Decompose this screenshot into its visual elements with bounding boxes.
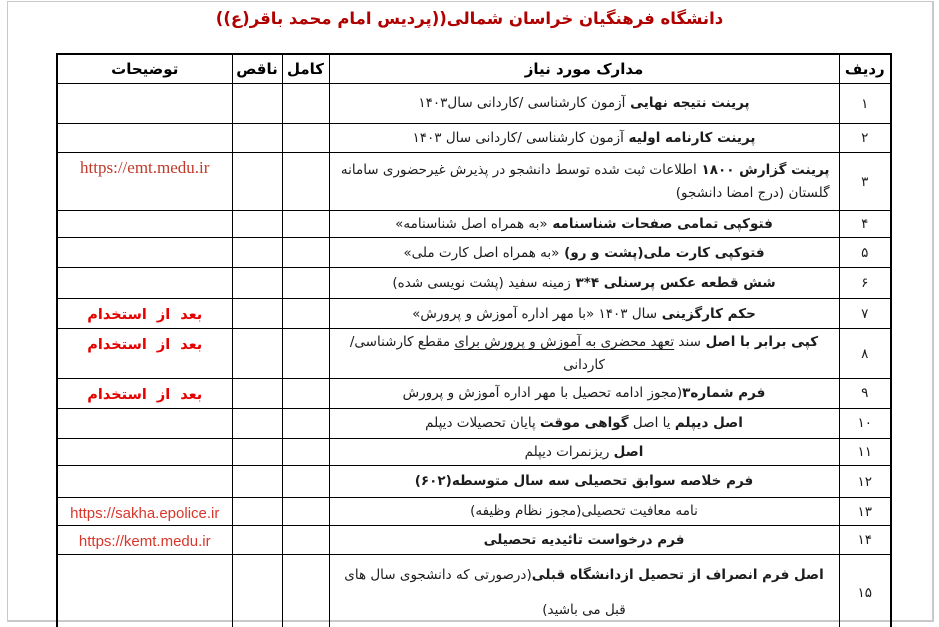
document-text-segment: اصل — [613, 443, 644, 460]
note-text: بعد از استخدام — [87, 386, 203, 403]
complete-checkbox-cell[interactable] — [282, 299, 329, 329]
complete-checkbox-cell[interactable] — [282, 466, 329, 498]
document-text-segment: سال ۱۴۰۳ «با مهر اداره آموزش و پرورش» — [412, 305, 658, 322]
row-number-cell: ۲ — [839, 124, 891, 153]
table-row — [57, 438, 891, 465]
incomplete-checkbox-cell[interactable] — [232, 124, 282, 153]
document-text-segment: سند — [674, 334, 701, 351]
note-cell — [57, 329, 232, 379]
complete-checkbox-cell[interactable] — [282, 498, 329, 526]
note-cell — [57, 498, 232, 526]
complete-checkbox-cell[interactable] — [282, 211, 329, 238]
table-row — [57, 268, 891, 299]
complete-checkbox-cell[interactable] — [282, 124, 329, 153]
table-row — [57, 498, 891, 526]
note-cell — [57, 555, 232, 627]
table-row — [57, 408, 891, 438]
row-number-cell: ۱ — [839, 84, 891, 124]
document-text-segment: «به همراه اصل کارت ملی» — [403, 244, 560, 261]
incomplete-checkbox-cell[interactable] — [232, 378, 282, 408]
document-cell — [329, 124, 839, 153]
row-number-cell: ۳ — [839, 153, 891, 211]
row-number-cell: ۱۴ — [839, 526, 891, 555]
header-row — [57, 54, 891, 84]
row-number-cell: ۱۰ — [839, 408, 891, 438]
complete-checkbox-cell[interactable] — [282, 555, 329, 627]
complete-checkbox-cell[interactable] — [282, 84, 329, 124]
document-cell — [329, 268, 839, 299]
document-text-segment: پایان تحصیلات دیپلم — [425, 415, 540, 432]
note-text: بعد از استخدام — [87, 307, 203, 324]
complete-checkbox-cell[interactable] — [282, 438, 329, 465]
header-documents: مدارک مورد نیاز — [329, 54, 839, 84]
row-number-cell: ۱۱ — [839, 438, 891, 465]
header-complete: کامل — [282, 54, 329, 84]
note-cell — [57, 526, 232, 555]
document-text-segment: اصل دیپلم — [674, 415, 743, 432]
table-row — [57, 466, 891, 498]
document-cell — [329, 84, 839, 124]
document-text-segment: پرینت کارنامه اولیه — [623, 129, 756, 146]
note-cell — [57, 238, 232, 268]
document-text-segment: «به همراه اصل شناسنامه» — [395, 216, 548, 232]
table-row — [57, 238, 891, 268]
table-row — [57, 84, 891, 124]
documents-checklist-table — [56, 53, 892, 627]
incomplete-checkbox-cell[interactable] — [232, 211, 282, 238]
document-text-segment: فتوکپی تمامی صفحات شناسنامه — [547, 216, 773, 232]
note-link[interactable]: https://sakha.epolice.ir — [70, 505, 220, 523]
table-row — [57, 526, 891, 555]
note-cell — [57, 84, 232, 124]
document-text-segment: ریزنمرات دیپلم — [524, 443, 614, 460]
document-text-segment: گواهی موقت — [540, 415, 629, 432]
row-number-cell: ۱۲ — [839, 466, 891, 498]
table-row — [57, 299, 891, 329]
row-number-cell: ۷ — [839, 299, 891, 329]
incomplete-checkbox-cell[interactable] — [232, 466, 282, 498]
incomplete-checkbox-cell[interactable] — [232, 329, 282, 379]
complete-checkbox-cell[interactable] — [282, 238, 329, 268]
incomplete-checkbox-cell[interactable] — [232, 408, 282, 438]
document-text-segment: نامه معافیت تحصیلی(مجوز نظام وظیفه) — [470, 503, 698, 520]
incomplete-checkbox-cell[interactable] — [232, 299, 282, 329]
incomplete-checkbox-cell[interactable] — [232, 84, 282, 124]
row-number-cell: ۹ — [839, 378, 891, 408]
document-text-segment: زمینه سفید (پشت نویسی شده) — [392, 275, 571, 292]
document-text-segment: فتوکپی کارت ملی(پشت و رو) — [559, 244, 765, 261]
note-cell — [57, 211, 232, 238]
document-text-segment: فرم درخواست تائیدیه تحصیلی — [483, 531, 685, 548]
complete-checkbox-cell[interactable] — [282, 153, 329, 211]
document-cell — [329, 153, 839, 211]
header-notes: توضیحات — [57, 54, 232, 84]
document-cell — [329, 378, 839, 408]
document-text-segment: تعهد محضری به آموزش و پرورش برای — [454, 334, 675, 351]
document-cell — [329, 329, 839, 379]
note-cell — [57, 438, 232, 465]
complete-checkbox-cell[interactable] — [282, 408, 329, 438]
note-cell — [57, 124, 232, 153]
table-row — [57, 124, 891, 153]
row-number-cell: ۵ — [839, 238, 891, 268]
incomplete-checkbox-cell[interactable] — [232, 153, 282, 211]
incomplete-checkbox-cell[interactable] — [232, 238, 282, 268]
table-row — [57, 153, 891, 211]
document-text-segment: اصل فرم انصراف از تحصیل ازدانشگاه قبلی — [531, 567, 824, 584]
row-number-cell: ۱۳ — [839, 498, 891, 526]
row-number-cell: ۶ — [839, 268, 891, 299]
document-cell — [329, 555, 839, 627]
complete-checkbox-cell[interactable] — [282, 268, 329, 299]
document-text-segment: آزمون کارشناسی /کاردانی سال ۱۴۰۳ — [412, 129, 624, 146]
table-row — [57, 329, 891, 379]
document-text-segment: حکم کارگزینی — [657, 305, 756, 322]
document-text-segment: شش قطعه عکس پرسنلی ۴*۳ — [570, 275, 776, 292]
document-cell — [329, 526, 839, 555]
document-text-segment: (مجوز ادامه تحصیل با مهر اداره آموزش و پرورش — [402, 385, 683, 402]
document-cell — [329, 466, 839, 498]
incomplete-checkbox-cell[interactable] — [232, 526, 282, 555]
page-title: دانشگاه فرهنگیان خراسان شمالی((پردیس امام محمد باقر(ع)) — [215, 9, 724, 28]
note-text: بعد از استخدام — [87, 337, 203, 354]
document-text-segment: فرم شماره۳ — [682, 385, 766, 402]
incomplete-checkbox-cell[interactable] — [232, 555, 282, 627]
table-row — [57, 555, 891, 627]
document-text-segment: فرم خلاصه سوابق تحصیلی سه سال متوسطه(۶۰۲) — [414, 473, 754, 490]
incomplete-checkbox-cell[interactable] — [232, 498, 282, 526]
note-link[interactable]: https://kemt.medu.ir — [78, 533, 211, 551]
document-text-segment: پرینت نتیجه نهایی — [625, 95, 750, 112]
note-cell — [57, 153, 232, 211]
note-cell — [57, 466, 232, 498]
header-incomplete: ناقص — [232, 54, 282, 84]
document-cell — [329, 211, 839, 238]
note-cell — [57, 378, 232, 408]
note-cell — [57, 268, 232, 299]
complete-checkbox-cell[interactable] — [282, 526, 329, 555]
note-cell — [57, 408, 232, 438]
document-text-segment: (درصورتی که دانشجوی سال های قبل می باشید) — [344, 567, 626, 619]
table-row — [57, 378, 891, 408]
row-number-cell: ۸ — [839, 329, 891, 379]
document-cell — [329, 408, 839, 438]
incomplete-checkbox-cell[interactable] — [232, 268, 282, 299]
document-cell — [329, 438, 839, 465]
document-text-segment: کپی برابر با اصل — [700, 334, 819, 351]
note-link[interactable]: https://emt.medu.ir — [80, 158, 210, 177]
incomplete-checkbox-cell[interactable] — [232, 438, 282, 465]
document-text-segment: آزمون کارشناسی /کاردانی سال۱۴۰۳ — [418, 95, 626, 112]
document-text-segment: مقطع کارشناسی/کاردانی — [349, 334, 605, 373]
complete-checkbox-cell[interactable] — [282, 378, 329, 408]
note-cell — [57, 299, 232, 329]
document-cell — [329, 238, 839, 268]
document-cell — [329, 299, 839, 329]
document-cell — [329, 498, 839, 526]
header-row-number: ردیف — [839, 54, 891, 84]
table-row — [57, 211, 891, 238]
document-text-segment: یا اصل — [628, 415, 675, 432]
row-number-cell: ۴ — [839, 211, 891, 238]
complete-checkbox-cell[interactable] — [282, 329, 329, 379]
document-text-segment: اطلاعات ثبت شده توسط دانشجو در پذیرش غیرحضوری سامانه گلستان (درج امضا دانشجو) — [340, 162, 830, 201]
row-number-cell: ۱۵ — [839, 555, 891, 627]
document-text-segment: پرینت گزارش ۱۸۰۰ — [696, 162, 830, 179]
